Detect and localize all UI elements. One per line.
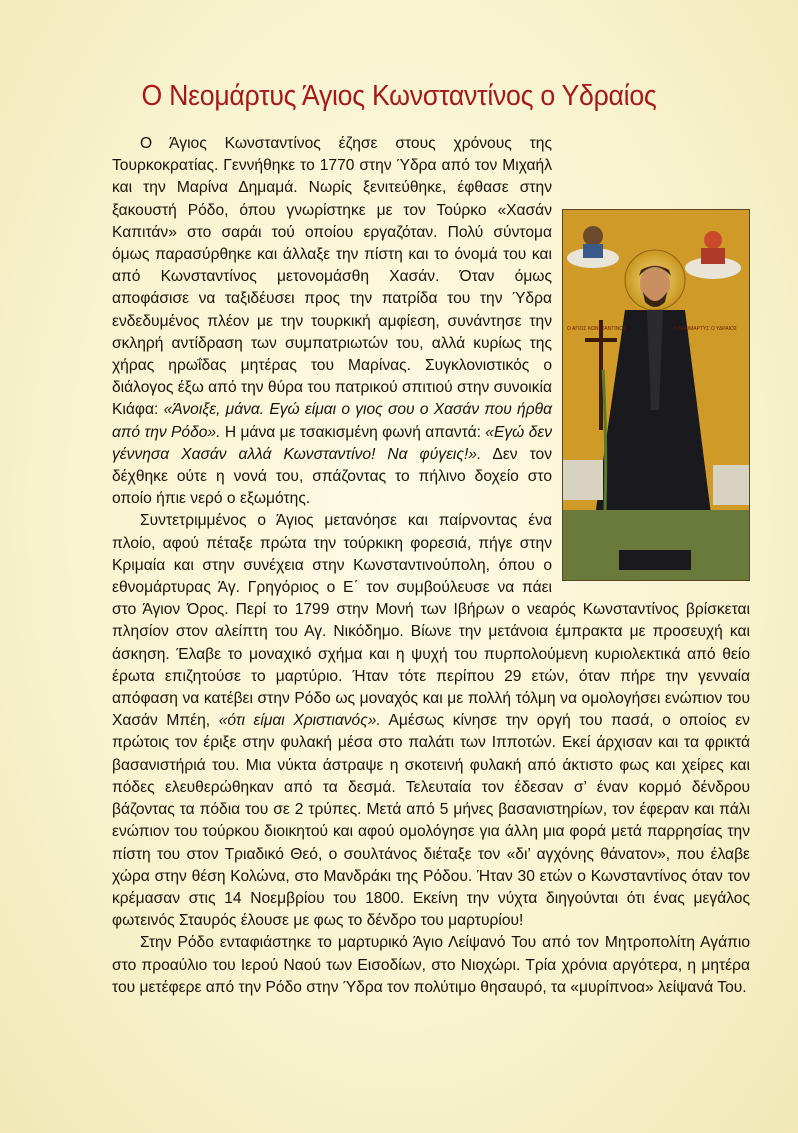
page-title: Ο Νεομάρτυς Άγιος Κωνσταντίνος ο Υδραίος [141,80,657,112]
paragraph-1 [112,133,750,510]
p1-text-1: Ο Άγιος Κωνσταντίνος έζησε στους χρόνους της Τουρκοκρατίας. Γεννήθηκε το 1770 στην Ύδρα από τον Μιχαήλ και την Μαρίνα Δημαμά. Νωρίς ξενιτεύθηκε, έφθασε στην ξακουστή Ρόδο, όπου γνωρίστηκε με τον Τούρκο «Χασάν Καπιτάν» στο σαράι τού οποίου εργαζόταν. Πολύ σύντομα όμως παρασύρθηκε και άλλαξε την πίστη και το όνομά του και από Κωνσταντίνος μετονομάσθη Χασάν. Όταν όμως αποφάσισε να ταξιδέυσει προς την πατρίδα του την Ύδρα ενδεδυμένος πλέον με την τουρκική αμφίεση, συνάντησε την σκληρή αντίδραση των συμπατριωτών του, αλλά κυρίως της χήρας ηρωΐδας μητέρας του Μαρίνας. Συγκλονιστικός ο διάλογος έξω από την θύρα του πατρικού σπιτιού στην συνοικία Κιάφα: [112,135,552,419]
p1-quote-1: «Άνοιξε, μάνα. Εγώ είμαι ο γιος σου ο Χασάν που ήρθα από την Ρόδο». [112,401,552,441]
icon-inscription-right: Ο ΝΕΟΜΑΡΤΥΣ Ο ΥΔΡΑΙΟΣ [673,326,737,332]
icon-inscription-left: Ο ΑΓΙΟΣ ΚΩΝΣΤΑΝΤΙΝΟΣ [567,326,627,332]
saint-icon-image [562,209,750,581]
paragraph-3 [112,932,750,999]
saint-icon [563,210,749,580]
article-body [112,133,750,999]
p3-text-1: Στην Ρόδο ενταφιάστηκε το μαρτυρικό Άγιο Λείψανό Του από τον Μητροπολίτη Αγάπιο στο προαύλιο του Ιερού Ναού των Εισοδίων, στο Νιοχώρι. Τρία χρόνια αργότερα, η μητέρα του μετέφερε από την Ρόδο στην Ύδρα τον πολύτιμο θησαυρό, τα «μυρίπνοα» λείψανά Του. [112,934,750,996]
p1-text-3: Δεν τον δέχθηκε ούτε η νονά του, σπάζοντας το πήλινο δοχείο στο οποίο ήπιε νερό ο εξωμότης. [112,445,552,508]
p1-text-2: Η μάνα με τσακισμένη φωνή απαντά: [220,423,486,441]
p1-quote-2: «Εγώ δεν γέννησα Χασάν αλλά Κωνσταντίνο! Να φύγεις!». [112,423,552,463]
p2-text-2: Αμέσως κίνησε την οργή του πασά, ο οποίος εν πρώτοις τον έριξε στην φυλακή μέσα στο παλάτι των Ιπποτών. Εκεί άρχισαν και τα φρικτά βασανιστήριά του. Μια νύκτα άστραψε η σκοτεινή φυλακή από άκτιστο φως και χείρες και πόδες ελευθερώθηκαν από τα δεσμά. Τελευταία τον έδεσαν σ’ έναν κορμό δένδρου βάζοντας τα πόδια του σε 2 τρύπες. Μετά από 5 μήνες βασανιστηρίων, τον έφεραν και πάλι ενώπιον του τούρκου διοικητού και αφού ομολόγησε για άλλη μια φορά μετά παρρησίας την πίστη του στον Τριαδικό Θεό, ο σουλτάνος διέταξε τον «δι’ αγχόνης θάνατον», που έλαβε χώρα στην θέση Κολώνα, στο Μανδράκι της Ρόδου. Ήταν 30 ετών ο Κωνσταντίνος όταν τον κρέμασαν στις 14 Νοεμβρίου του 1800. Εκείνη την νύχτα διηγούνται ότι ένας μεγάλος φωτεινός Σταυρός έλουσε με φως το δένδρο του μαρτυρίου! [112,712,750,930]
p2-text-1: Συντετριμμένος ο Άγιος μετανόησε και παίρνοντας ένα πλοίο, αφού πέταξε πρώτα την τούρκικη φορεσιά, πήγε στην Κριμαία και στην συνέχεια στην Κωνσταντινούπολη, όπου ο εθνομάρτυρας Άγ. Γρηγόριος ο Ε΄ τον συμβούλευσε να πάει στο Άγιον Όρος. Περί το 1799 στην Μονή των Ιβήρων ο νεαρός Κωνσταντίνος βρίσκεται πλησίον στον αλείπτη του Αγ. Νικόδημο. Βίωνε την μετάνοια έμπρακτα με προσευχή και άσκηση. Έλαβε το μοναχικό σχήμα και η ψυχή του πυρπολούμενη κυριολεκτικά από θείο έρωτα επιζητούσε το μαρτύριο. Ήταν τότε περίπου 29 ετών, όταν πήρε την γενναία απόφαση να κατέβει στην Ρόδο ως μοναχός και με πολλή τόλμη να ομολογήσει ενώπιον του Χασάν Μπέη, [112,512,750,730]
p2-quote-1: «ότι είμαι Χριστιανός». [218,712,381,730]
